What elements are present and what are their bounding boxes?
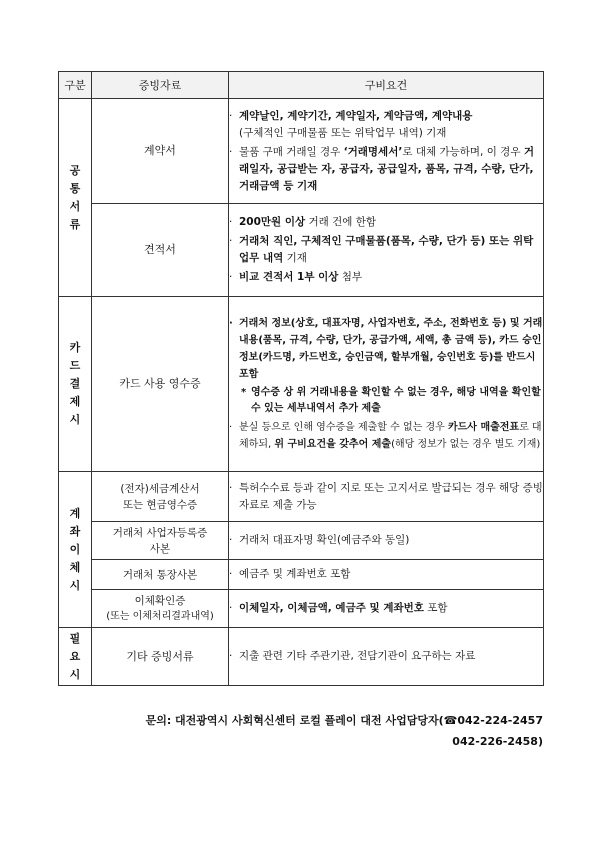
requirements-table — [58, 71, 544, 686]
req-item: · 거래처 직인, 구체적인 구매물품(품목, 수량, 단가 등) 또는 위탁업무 내역 기재 — [229, 233, 543, 267]
req-item: · 예금주 및 계좌번호 포함 — [229, 566, 543, 583]
req-estimate — [229, 204, 544, 297]
row-bankbook — [59, 560, 544, 590]
category-required: 필 요 시 — [59, 628, 92, 686]
req-star-note: * 영수증 상 위 거래내용을 확인할 수 없는 경우, 해당 내역을 확인할 수 있는 세부내역서 추가 제출 — [229, 385, 543, 417]
doc-tax-invoice: (전자)세금계산서 또는 현금영수증 — [92, 472, 229, 522]
row-tax-invoice — [59, 472, 544, 522]
category-card: 카 드 결 제 시 — [59, 297, 92, 472]
footer-contact-line1: 문의: 대전광역시 사회혁신센터 로컬 플레이 대전 사업담당자(☎042-224-2457 — [145, 714, 543, 727]
doc-bankbook: 거래처 통장사본 — [92, 560, 229, 590]
req-item: · 이체일자, 이체금액, 예금주 및 계좌번호 포함 — [229, 600, 543, 617]
doc-estimate: 견적서 — [92, 204, 229, 297]
req-item: · 분실 등으로 인해 영수증을 제출할 수 없는 경우 카드사 매출전표로 대체하되, 위 구비요건을 갖추어 제출(해당 정보가 없는 경우 별도 기재) — [229, 419, 543, 453]
req-item: · 비교 견적서 1부 이상 첨부 — [229, 269, 543, 286]
header-requirements: 구비요건 — [229, 72, 544, 99]
doc-business-registration: 거래처 사업자등록증 사본 — [92, 522, 229, 560]
doc-transfer-confirmation: 이체확인증 (또는 이체처리결과내역) — [92, 590, 229, 628]
req-tax-invoice — [229, 472, 544, 522]
category-common: 공 통 서 류 — [59, 99, 92, 297]
doc-card-receipt: 카드 사용 영수증 — [92, 297, 229, 472]
row-business-registration — [59, 522, 544, 560]
req-item: · 물품 구매 거래일 경우 ‘거래명세서’로 대체 가능하며, 이 경우 거래일자, 공급받는 자, 공급자, 공급일자, 품목, 규격, 수량, 단가, 거래금액 등 기재 — [229, 144, 543, 195]
req-contract — [229, 99, 544, 204]
row-contract — [59, 99, 544, 204]
req-bankbook — [229, 560, 544, 590]
row-estimate — [59, 204, 544, 297]
req-other — [229, 628, 544, 686]
req-item: · 지출 관련 기타 주관기관, 전담기관이 요구하는 자료 — [229, 648, 543, 665]
category-transfer: 계 좌 이 체 시 — [59, 472, 92, 628]
header-document: 증빙자료 — [92, 72, 229, 99]
req-business-registration — [229, 522, 544, 560]
req-card — [229, 297, 544, 472]
req-item: · 계약날인, 계약기간, 계약일자, 계약금액, 계약내용 (구체적인 구매물품 또는 위탁업무 내역) 기재 — [229, 108, 543, 142]
row-other — [59, 628, 544, 686]
row-card — [59, 297, 544, 472]
doc-contract: 계약서 — [92, 99, 229, 204]
header-row — [59, 72, 544, 99]
row-transfer-confirmation — [59, 590, 544, 628]
header-category: 구분 — [59, 72, 92, 99]
req-item: · 거래처 정보(상호, 대표자명, 사업자번호, 주소, 전화번호 등) 및 거래내용(품목, 규격, 수량, 단가, 공급가액, 세액, 총 금액 등), 카드 승인정보(카드명, 카드번호, 승인금액, 할부개월, 승인번호 등)를 반드시 포함 — [229, 315, 543, 383]
req-item: · 200만원 이상 거래 건에 한함 — [229, 214, 543, 231]
req-item: · 거래처 대표자명 확인(예금주와 동일) — [229, 532, 543, 549]
req-item: · 특허수수료 등과 같이 지로 또는 고지서로 발급되는 경우 해당 증빙자료로 제출 가능 — [229, 480, 543, 514]
req-transfer-confirmation — [229, 590, 544, 628]
doc-other: 기타 증빙서류 — [92, 628, 229, 686]
footer-contact-line2: 042-226-2458) — [452, 735, 543, 748]
